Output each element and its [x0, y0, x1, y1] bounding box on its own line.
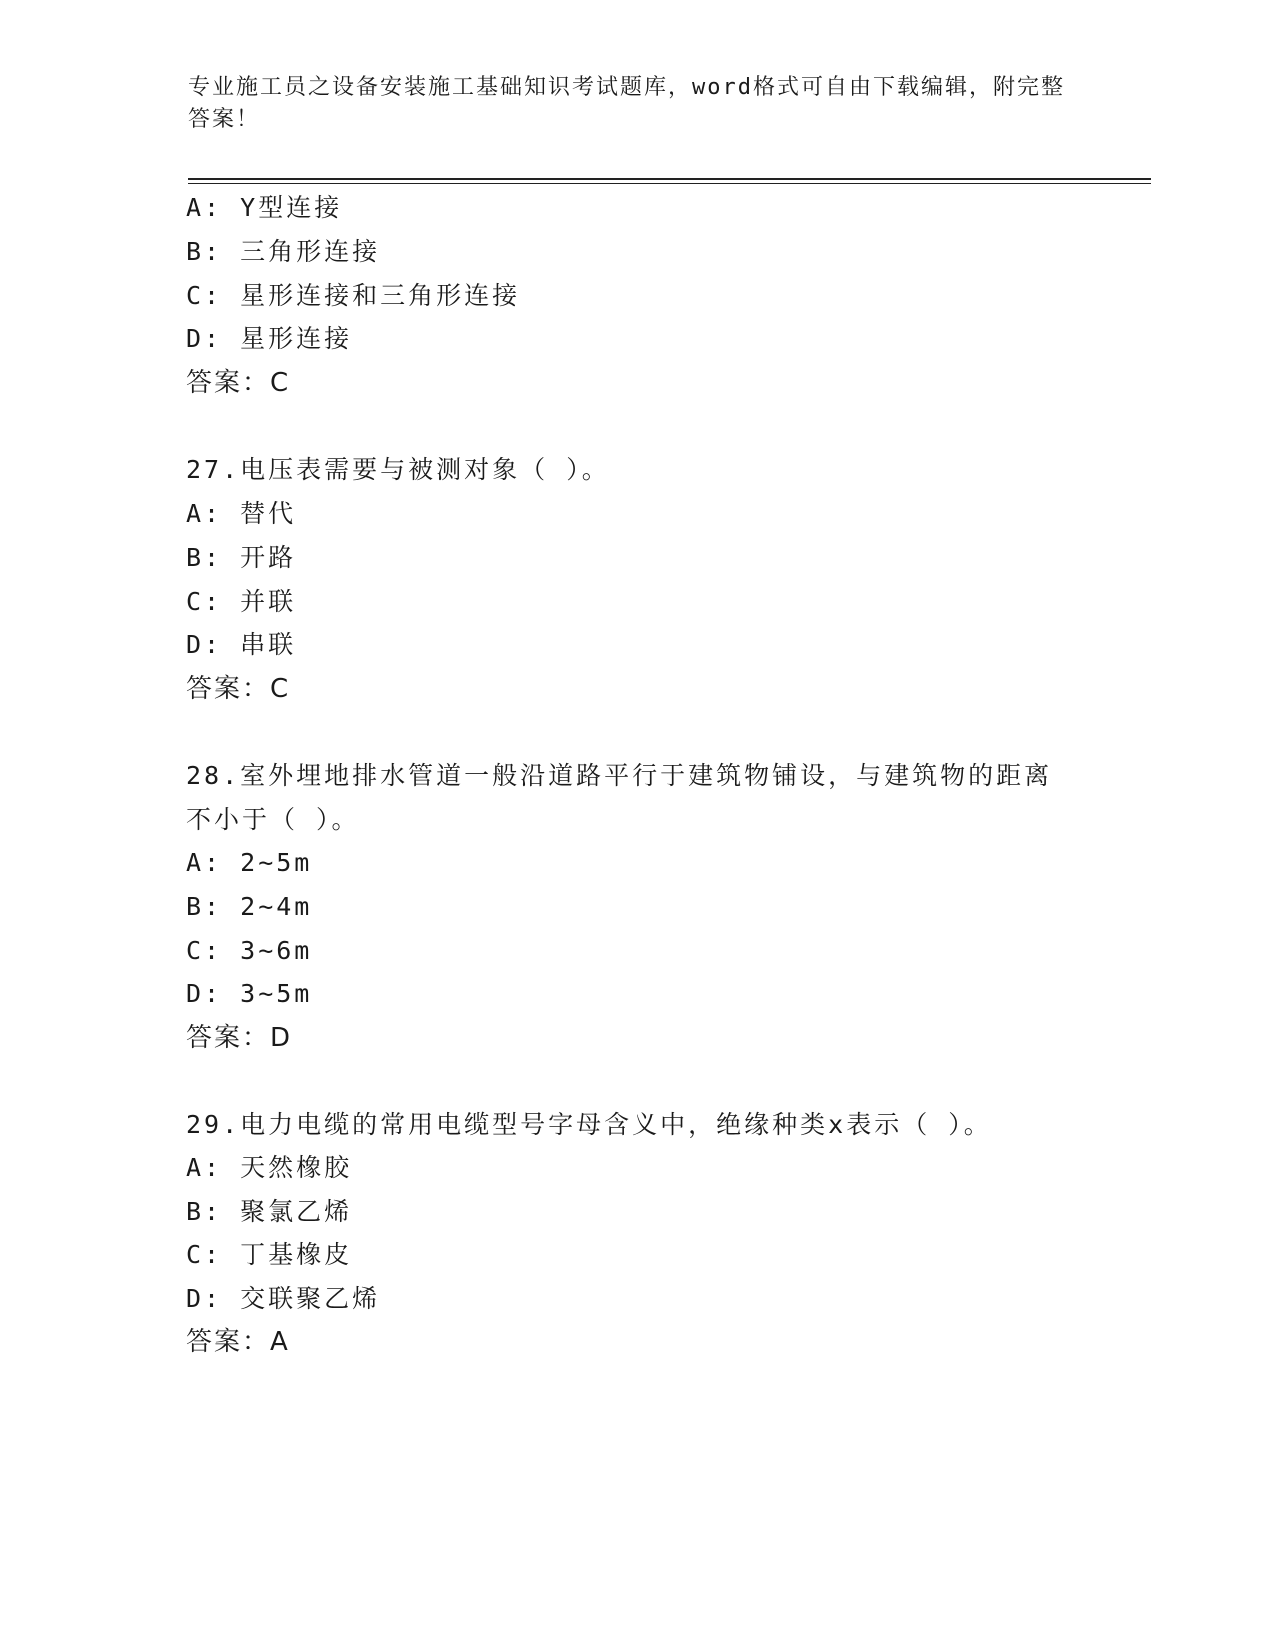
q27-option-b: B: 开路: [186, 543, 297, 572]
q27-question: 27.电压表需要与被测对象（ ）。: [186, 455, 610, 484]
q29-option-c: C: 丁基橡皮: [186, 1240, 353, 1269]
q27-option-d: D: 串联: [186, 630, 297, 659]
q29-option-a: A: 天然橡胶: [186, 1153, 353, 1182]
header-divider-thick: [188, 178, 1151, 180]
q27-answer: 答案：C: [186, 674, 291, 704]
q26-answer: 答案：C: [186, 368, 291, 398]
q28-option-a: A: 2~5m: [186, 848, 313, 877]
q28-option-d: D: 3~5m: [186, 979, 313, 1008]
q26-option-b: B: 三角形连接: [186, 237, 381, 266]
q29-answer: 答案：A: [186, 1327, 290, 1357]
q28-option-c: C: 3~6m: [186, 936, 313, 965]
q26-option-d: D: 星形连接: [186, 324, 353, 353]
q28-question-line-2: 不小于（ ）。: [186, 805, 360, 834]
q29-option-d: D: 交联聚乙烯: [186, 1284, 381, 1313]
q29-option-b: B: 聚氯乙烯: [186, 1197, 353, 1226]
q26-option-a: A: Y型连接: [186, 193, 343, 222]
document-header: 专业施工员之设备安装施工基础知识考试题库，word格式可自由下载编辑，附完整答案！: [188, 75, 1065, 132]
q27-option-a: A: 替代: [186, 499, 297, 528]
q28-answer: 答案：D: [186, 1023, 293, 1053]
q27-option-c: C: 并联: [186, 587, 297, 616]
q28-question-line-1: 28.室外埋地排水管道一般沿道路平行于建筑物铺设，与建筑物的距离: [186, 761, 1053, 790]
q29-question: 29.电力电缆的常用电缆型号字母含义中，绝缘种类x表示（ ）。: [186, 1110, 992, 1139]
q28-option-b: B: 2~4m: [186, 892, 313, 921]
q26-option-c: C: 星形连接和三角形连接: [186, 281, 521, 310]
header-divider-thin: [188, 183, 1151, 184]
